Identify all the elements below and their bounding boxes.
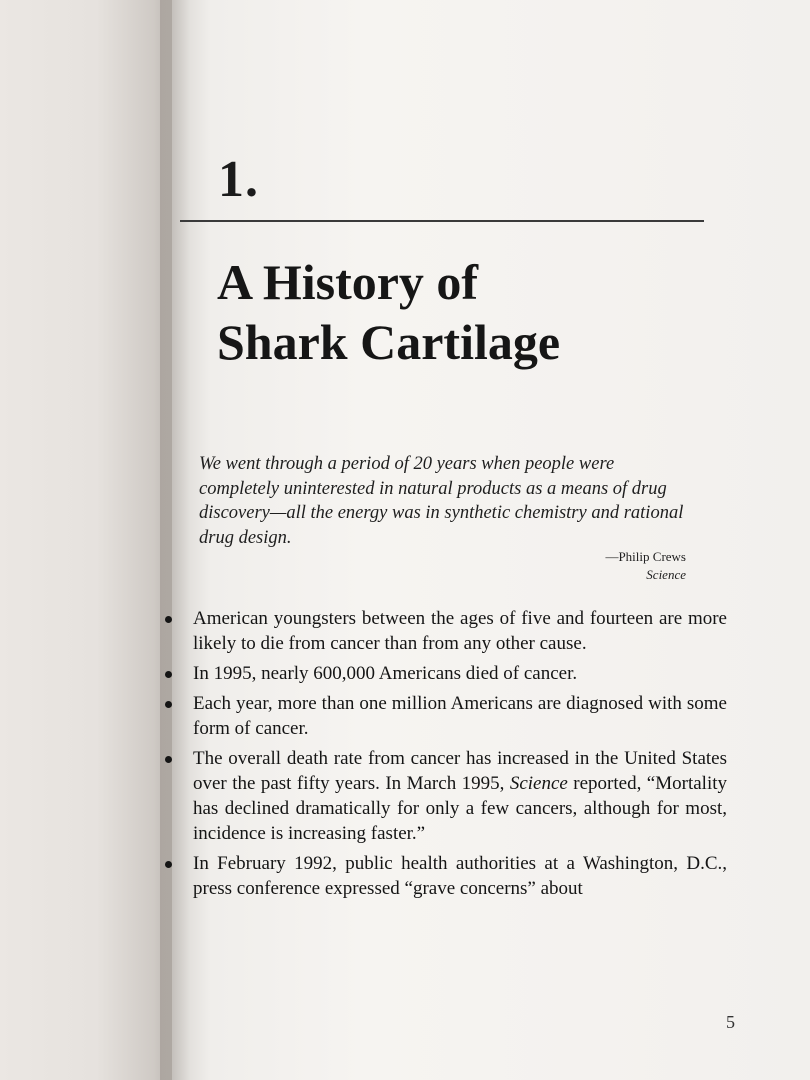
list-item-text: Each year, more than one million Americans are diagnosed with some form of cancer. — [193, 693, 727, 739]
bullet-icon — [165, 616, 172, 623]
list-item — [165, 606, 727, 656]
epigraph-quote: We went through a period of 20 years when people were completely uninterested in natural products as a means of drug discovery—all the energy was in synthetic chemistry and rational drug design. — [199, 454, 684, 548]
journal-name: Science — [509, 773, 568, 794]
list-item-text: American youngsters between the ages of five and fourteen are more likely to die from cancer than from any other cause. — [193, 608, 727, 654]
list-item-text: In 1995, nearly 600,000 Americans died of cancer. — [193, 663, 578, 684]
list-item-text-after: reported, “Mortality has declined dramatically for only a few cancers, although for most, incidence is increasing faster.” — [193, 773, 727, 844]
list-item — [165, 661, 727, 686]
list-item-text: In February 1992, public health authorities at a Washington, D.C., press conference expressed “grave concerns” about — [193, 853, 727, 899]
epigraph-author: —Philip Crews — [605, 549, 686, 564]
chapter-title-line1: A History of — [217, 254, 479, 310]
bullet-icon — [165, 701, 172, 708]
bullet-icon — [165, 861, 172, 868]
book-gutter — [160, 0, 190, 1080]
chapter-title-line2: Shark Cartilage — [217, 314, 561, 370]
list-item — [165, 746, 727, 846]
epigraph-attribution — [605, 548, 686, 584]
list-item — [165, 691, 727, 741]
left-page — [0, 0, 175, 1080]
list-item — [165, 851, 727, 901]
fact-list — [165, 606, 727, 906]
chapter-title — [217, 252, 560, 372]
list-item-text-before: The overall death rate from cancer has increased in the United States over the past fifty years. In March 1995, — [193, 748, 727, 794]
bullet-icon — [165, 671, 172, 678]
bullet-icon — [165, 756, 172, 763]
chapter-number: 1. — [218, 151, 259, 208]
chapter-rule — [180, 220, 704, 222]
page-number: 5 — [726, 1012, 735, 1032]
epigraph-source: Science — [646, 567, 686, 582]
